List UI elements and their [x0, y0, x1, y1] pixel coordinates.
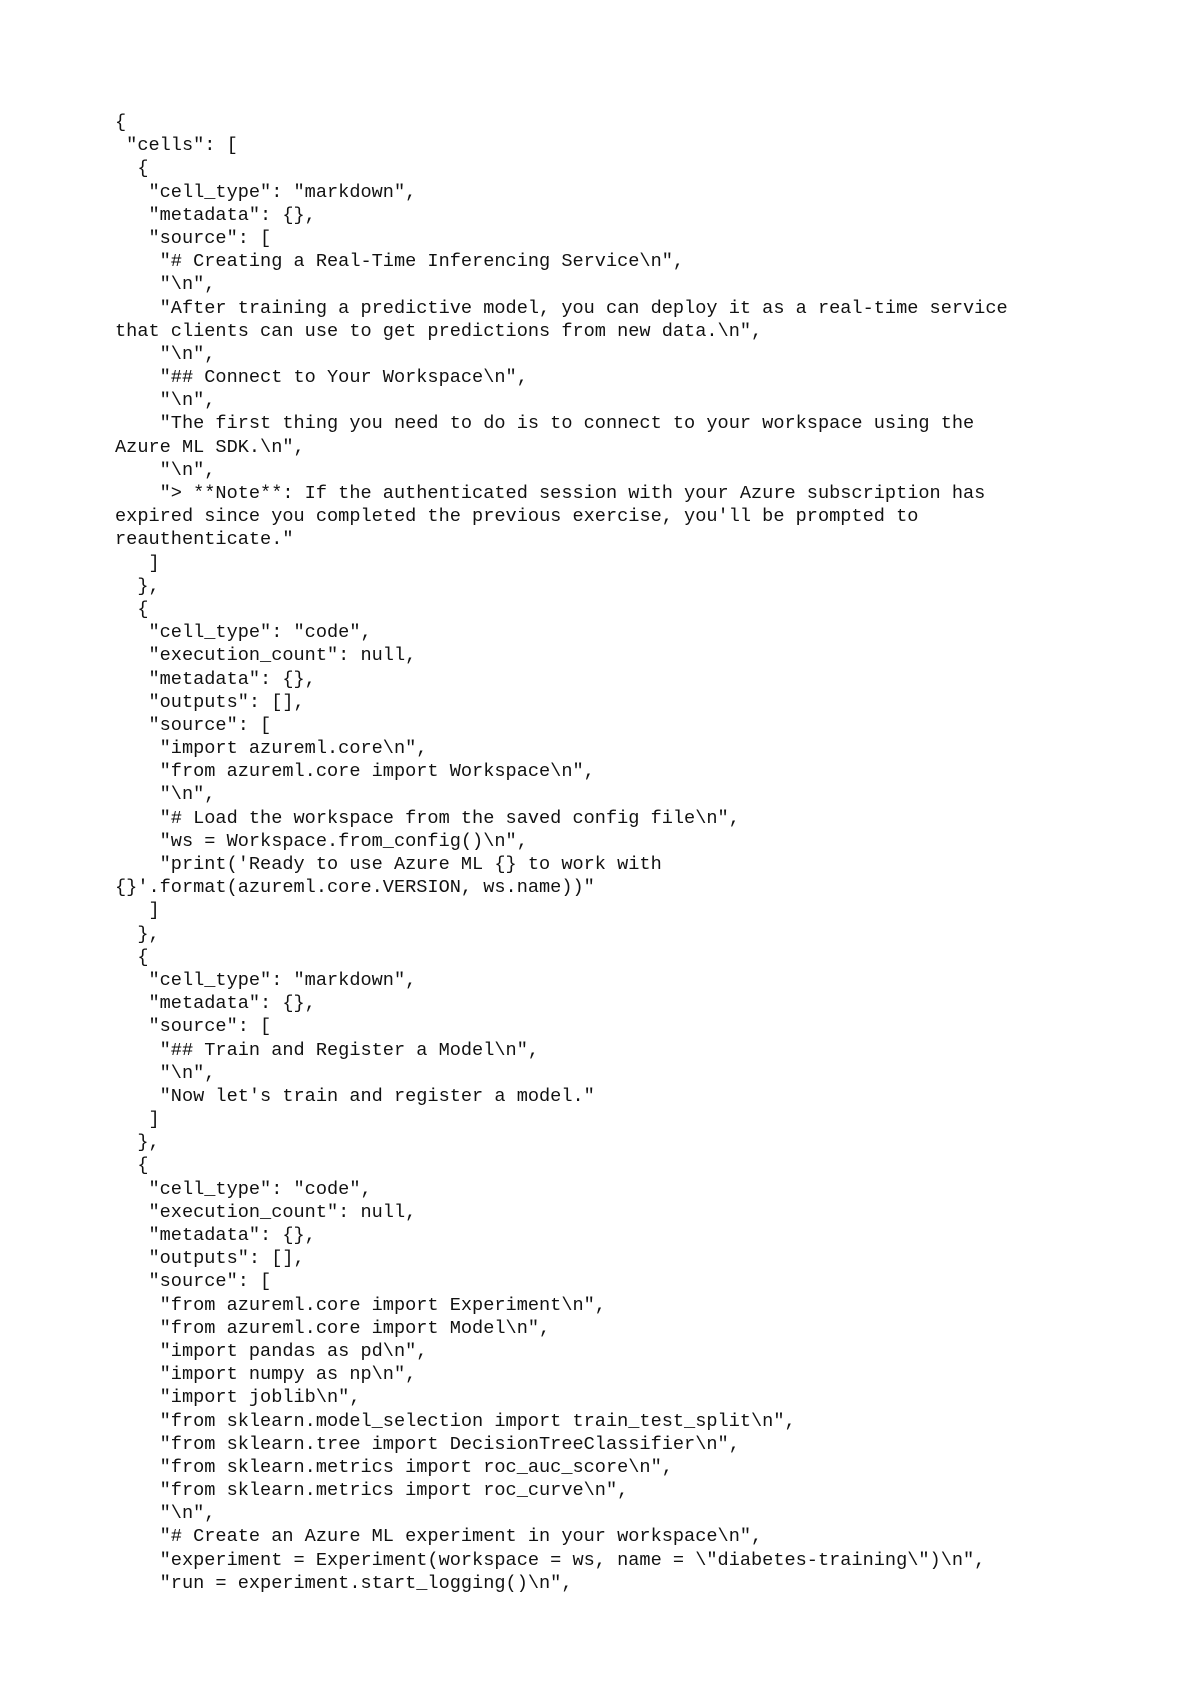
code-line: }, [115, 923, 160, 945]
code-line: "\n", [115, 1062, 216, 1084]
code-line: "import pandas as pd\n", [115, 1340, 428, 1362]
code-line: "execution_count": null, [115, 645, 417, 667]
code-line: "\n", [115, 343, 216, 365]
code-line: "cell_type": "markdown", [115, 181, 417, 203]
code-line: "\n", [115, 1503, 216, 1525]
code-line: "from azureml.core import Model\n", [115, 1317, 551, 1339]
code-line: "from sklearn.metrics import roc_curve\n", [115, 1480, 629, 1502]
code-line: "import azureml.core\n", [115, 738, 428, 760]
code-line: "metadata": {}, [115, 1225, 316, 1246]
code-line: "source": [ [115, 227, 272, 249]
code-line: "run = experiment.start_logging()\n", [115, 1572, 573, 1594]
code-line: { [115, 112, 127, 133]
code-line: "## Connect to Your Workspace\n", [115, 367, 528, 389]
code-line: "After training a predictive model, you can deploy it as a real-time service [115, 297, 1008, 319]
code-line: "cells": [ [115, 135, 238, 157]
code-line: "cell_type": "code", [115, 1178, 372, 1200]
code-line: "from azureml.core import Workspace\n", [115, 761, 595, 783]
code-line: "outputs": [], [115, 1248, 305, 1270]
code-line: "from azureml.core import Experiment\n", [115, 1294, 606, 1316]
code-line: "source": [ [115, 1271, 272, 1293]
code-line: {}'.format(azureml.core.VERSION, ws.name))" [115, 877, 595, 899]
code-line: "import numpy as np\n", [115, 1364, 417, 1386]
code-line: ] [115, 900, 160, 922]
code-line: "metadata": {}, [115, 668, 316, 690]
code-line: ] [115, 552, 160, 574]
code-line: Azure ML SDK.\n", [115, 436, 305, 458]
code-line: "# Create an Azure ML experiment in your workspace\n", [115, 1526, 763, 1548]
code-line: { [115, 598, 149, 620]
code-line: expired since you completed the previous exercise, you'll be prompted to [115, 506, 919, 528]
code-line: "source": [ [115, 714, 272, 736]
code-line: "# Load the workspace from the saved config file\n", [115, 807, 740, 829]
code-line: "cell_type": "markdown", [115, 969, 417, 991]
code-line: "The first thing you need to do is to connect to your workspace using the [115, 413, 975, 435]
code-line: "\n", [115, 390, 216, 412]
code-line: { [115, 946, 149, 968]
code-line: "# Creating a Real-Time Inferencing Service\n", [115, 251, 685, 273]
code-line: "outputs": [], [115, 691, 305, 713]
code-line: }, [115, 1132, 160, 1154]
code-line: that clients can use to get predictions from new data.\n", [115, 320, 763, 342]
code-line: "import joblib\n", [115, 1387, 361, 1409]
code-line: "execution_count": null, [115, 1201, 417, 1223]
code-line: "from sklearn.metrics import roc_auc_score\n", [115, 1456, 673, 1478]
code-line: "from sklearn.model_selection import train_test_split\n", [115, 1410, 796, 1432]
code-line: "\n", [115, 784, 216, 806]
code-line: "\n", [115, 459, 216, 481]
code-line: "print('Ready to use Azure ML {} to work with [115, 854, 662, 875]
code-line: "experiment = Experiment(workspace = ws, name = \"diabetes-training\")\n", [115, 1549, 986, 1571]
code-line: "> **Note**: If the authenticated session with your Azure subscription has [115, 483, 986, 504]
code-line: }, [115, 575, 160, 597]
code-line: "Now let's train and register a model." [115, 1085, 595, 1107]
code-line: { [115, 1155, 149, 1177]
code-line: { [115, 158, 149, 180]
code-line: "from sklearn.tree import DecisionTreeClassifier\n", [115, 1433, 740, 1455]
code-line: reauthenticate." [115, 529, 294, 551]
code-line: "## Train and Register a Model\n", [115, 1039, 540, 1061]
code-line: "ws = Workspace.from_config()\n", [115, 830, 528, 852]
code-line: "metadata": {}, [115, 993, 316, 1015]
code-line: "metadata": {}, [115, 204, 316, 226]
code-line: "cell_type": "code", [115, 622, 372, 644]
code-line: ] [115, 1109, 160, 1131]
code-line: "\n", [115, 274, 216, 296]
code-listing [115, 111, 1115, 1595]
code-line: "source": [ [115, 1016, 272, 1038]
